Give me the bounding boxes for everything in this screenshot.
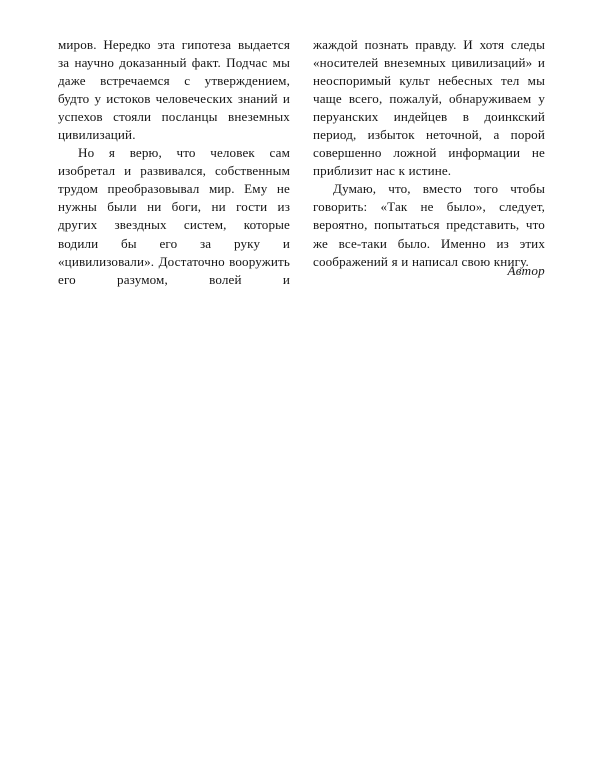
paragraph: Думаю, что, вместо того чтобы говорить: «Так не было», следует, вероятно, попытаться представить, что же все-таки было. Именно из этих соображений я и написал свою книгу. bbox=[313, 181, 545, 269]
author-signature: Автор bbox=[507, 263, 545, 278]
paragraph: миров. Нередко эта гипотеза выдается за научно доказанный факт. Подчас мы даже встречаемся с утверждением, будто у истоков человеческих знаний и успехов стояли посланцы внеземных цивилизаций. bbox=[58, 37, 290, 143]
paragraph: Но я верю, что человек сам изобретал и развивался, собственным трудом преобразовывал мир. Ему не нужны были ни боги, ни гости из других звездных систем, которые водили бы его за руку и «цивилизовали». Достаточно вооружить его разумом, волей и bbox=[58, 145, 290, 287]
signature-row bbox=[58, 262, 545, 280]
two-column-text-block bbox=[58, 36, 545, 289]
left-column bbox=[58, 36, 290, 289]
paragraph: жаждой познать правду. И хотя следы «носителей внеземных цивилизаций» и неоспоримый культ небесных тел мы чаще всего, пожалуй, обнаруживаем у перуанских индейцев в доинкский период, избыток неточной, а порой совершенно ложной информации не приблизит нас к истине. bbox=[313, 37, 545, 179]
right-column bbox=[313, 36, 545, 271]
